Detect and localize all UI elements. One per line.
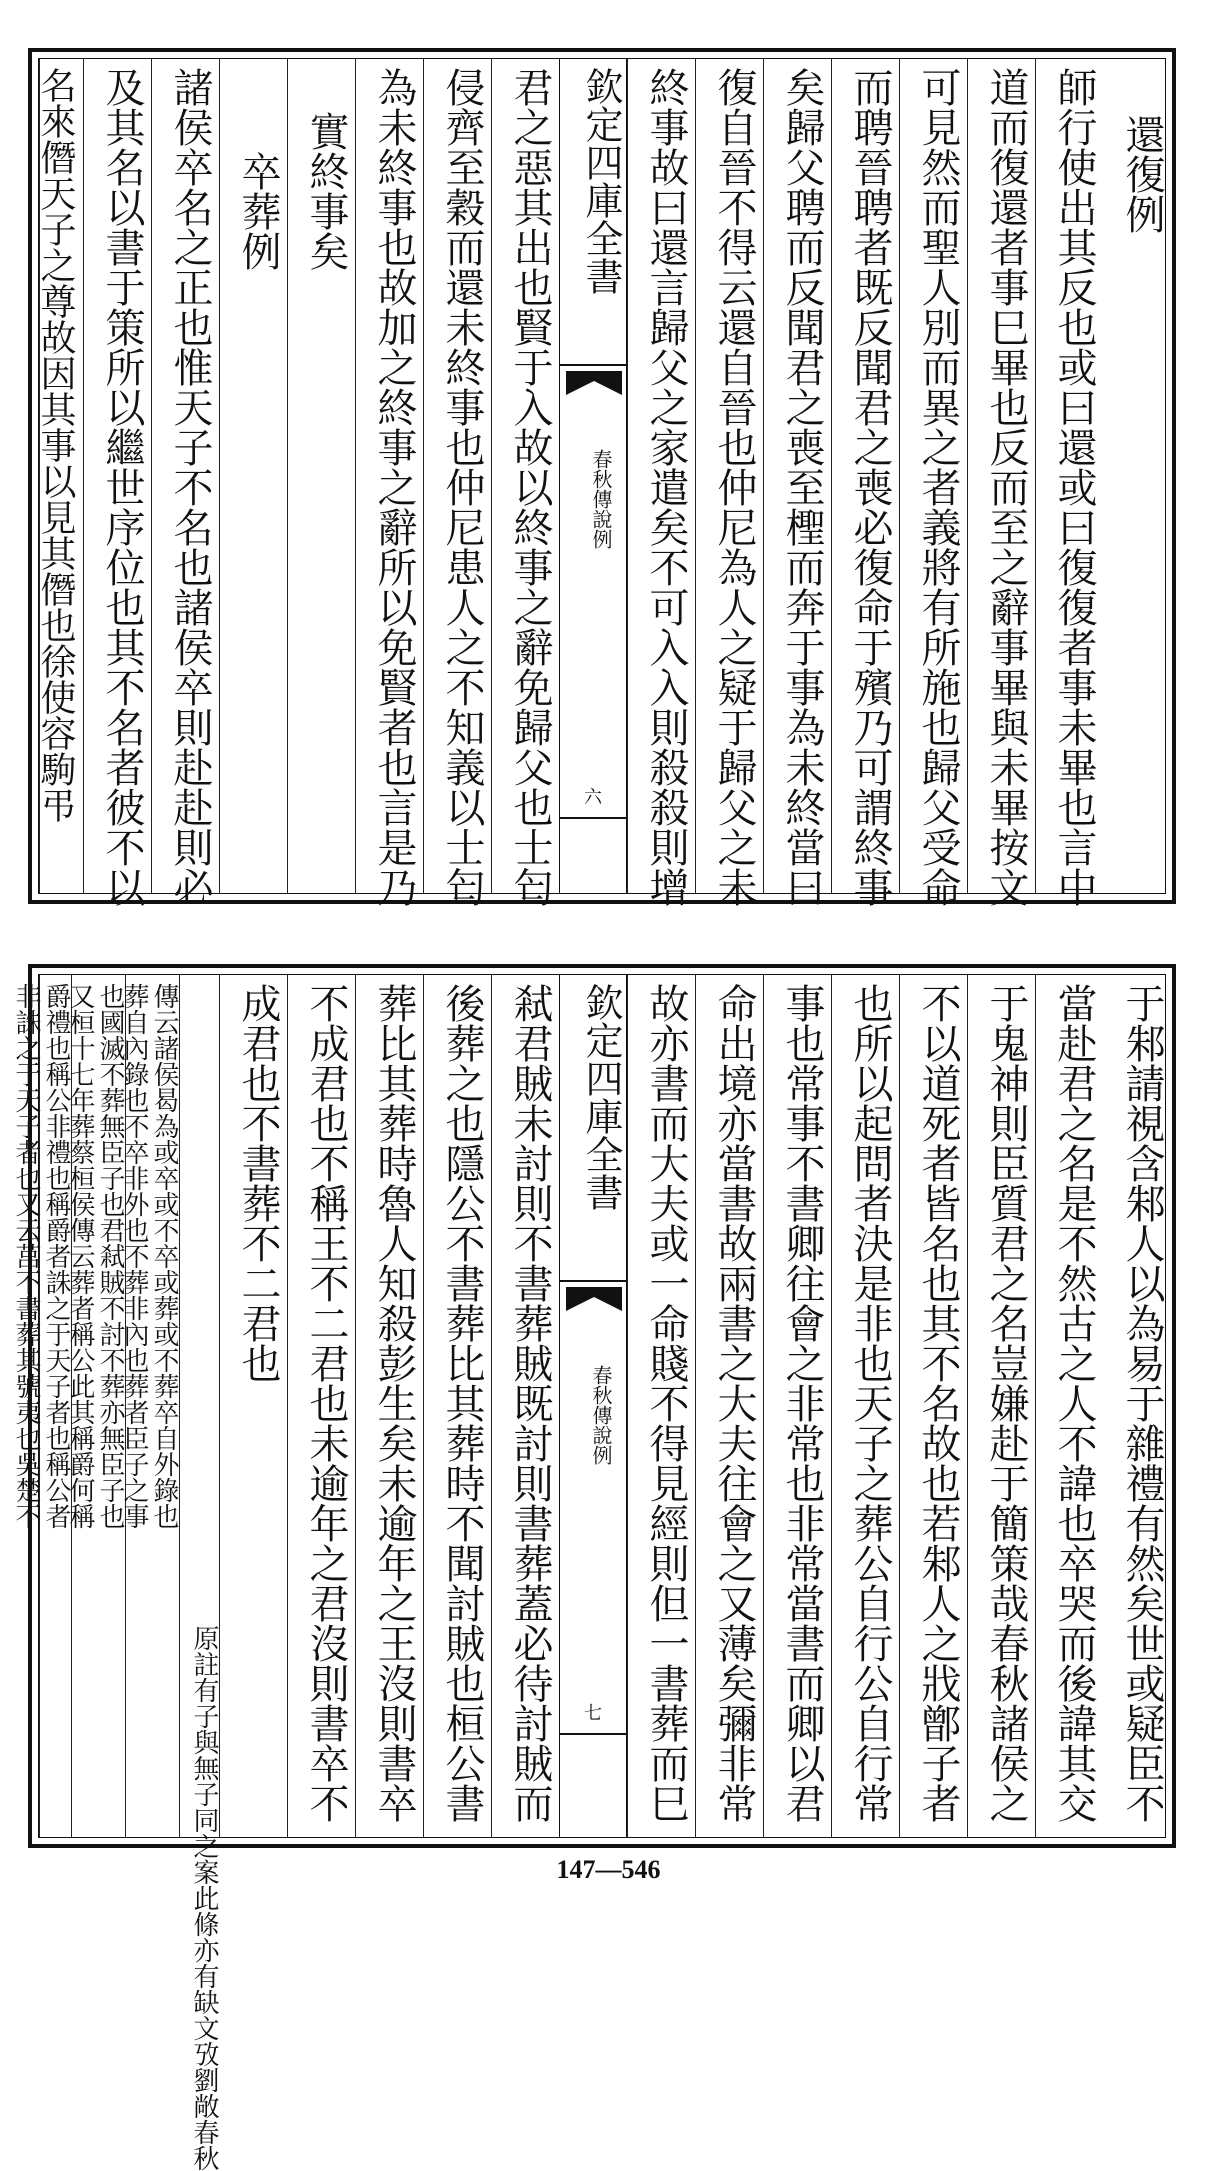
annotation-pair: [65, 983, 125, 1529]
fanxin-separator: [560, 817, 626, 819]
top-column-6: [695, 59, 763, 907]
bottom-column-7: [627, 975, 695, 1837]
fanxin-page-number: 六: [584, 787, 602, 808]
annotation-pair: [119, 983, 179, 1529]
top-page: [28, 48, 1176, 907]
fanxin-separator: [560, 364, 626, 366]
text-line: 而聘晉聘者既反聞君之喪必復命于殯乃可謂終事: [847, 67, 893, 907]
bottom-note-column-1: [119, 975, 179, 1837]
top-column-13: [151, 59, 219, 907]
bottom-column-4: [831, 975, 899, 1837]
bottom-column-2: [967, 975, 1035, 1837]
top-column-10: [355, 59, 423, 907]
page-footer-number: 147—546: [556, 1855, 661, 1884]
text-line: 師行使出其反也或曰還或曰復復者事未畢也言中: [1051, 67, 1097, 907]
text-line: 道而復還者事巳畢也反而至之辭事畢與未畢按文: [983, 67, 1029, 907]
top-column-15: [35, 59, 83, 893]
annotation-block: [180, 1625, 219, 2171]
text-line: 諸侯卒名之正也惟天子不名也諸侯卒則赴赴則必: [167, 67, 213, 907]
text-line: 成君也不書葬不二君也: [235, 983, 281, 1383]
text-line: 葬比其葬時魯人知殺彭生矣未逾年之王沒則書卒: [371, 983, 417, 1823]
text-line: 侵齊至穀而還未終事也仲尼患人之不知義以士匄: [439, 67, 485, 907]
text-line: 實終事矣: [303, 111, 349, 271]
bottom-column-1: [1035, 975, 1103, 1837]
annotation-text: 原註有子與無子同之案此條亦有缺文攷劉敞春秋: [189, 1625, 219, 2171]
bottom-note-original: [179, 975, 219, 2171]
top-column-3: [899, 59, 967, 907]
annotation-pair: [11, 983, 71, 1529]
fanxin-title: 欽定四庫全書: [579, 983, 623, 1211]
bottom-column-3: [899, 975, 967, 1837]
text-line: 終事故曰還言歸父之家遣矣不可入入則殺殺則增: [643, 67, 689, 907]
text-line: 不成君也不稱王不二君也未逾年之君沒則書卒不: [303, 983, 349, 1823]
top-column-12: [219, 59, 287, 893]
text-line: 也所以起問者決是非也天子之葬公自行公自行常: [847, 983, 893, 1823]
fanxin-page-number: 七: [584, 1703, 602, 1724]
text-line: 矣歸父聘而反聞君之喪至檉而奔于事為未終當曰: [779, 67, 825, 907]
fishtail-mark-icon: [566, 371, 622, 397]
fanxin-separator: [560, 1280, 626, 1282]
annotation-text: 也國滅不葬無臣子也君弒賊不討不葬亦無臣子也: [95, 983, 125, 1529]
bottom-column-0: [1103, 975, 1171, 1837]
bottom-column-8: [491, 975, 559, 1837]
bottom-column-6: [695, 975, 763, 1837]
bottom-column-12: [219, 975, 287, 1837]
section-heading-zuzang: 卒葬例: [235, 151, 281, 271]
text-line: 名來僭天子之尊故因其事以見其僭也徐使容駒弔: [35, 67, 76, 823]
top-column-5: [763, 59, 831, 907]
annotation-text: 葬自內錄也不卒非外也不葬非內也葬者臣子之事: [119, 983, 149, 1529]
text-line: 于鬼神則臣質君之名豈嫌赴于簡策哉春秋諸侯之: [983, 983, 1029, 1823]
top-column-1: [1035, 59, 1103, 907]
text-line: 弒君賊未討則不書葬賊既討則書葬蓋必待討賊而: [507, 983, 553, 1823]
text-line: 當赴君之名是不然古之人不諱也卒哭而後諱其交: [1051, 983, 1097, 1823]
text-line: 及其名以書于策所以繼世序位也其不名者彼不以: [99, 67, 145, 907]
top-page-frame: [35, 58, 1166, 907]
text-line: 不以道死者皆名也其不名故也若邾人之戕鄫子者: [915, 983, 961, 1823]
top-column-7: [627, 59, 695, 907]
text-line: 復自晉不得云還自晉也仲尼為人之疑于歸父之未: [711, 67, 757, 907]
annotation-text: 爵禮也稱公非禮也稱爵者誅之于天子者也稱公者: [41, 983, 71, 1529]
bottom-column-5: [763, 975, 831, 1837]
text-line: 事也常事不書卿往會之非常也非常當書而卿以君: [779, 983, 825, 1823]
annotation-text: 又桓十七年葬蔡桓侯傳云葬者稱公此其稱爵何稱: [65, 983, 95, 1529]
top-fanxin-center-strip: [559, 59, 627, 893]
text-line: 君之惡其出也賢于入故以終事之辭免歸父也士匄: [507, 67, 553, 907]
top-column-8: [491, 59, 559, 907]
heading-huanfu: 還復例: [1119, 114, 1165, 234]
bottom-fanxin-center-strip: [559, 975, 627, 1837]
bottom-note-column-2: [65, 975, 125, 1837]
fanxin-separator: [560, 1733, 626, 1735]
top-column-9: [423, 59, 491, 907]
text-line: 故亦書而大夫或一命賤不得見經則但一書葬而巳: [643, 983, 689, 1823]
bottom-note-column-3: [11, 975, 71, 1837]
text-line: 後葬之也隱公不書葬比其葬時不聞討賊也桓公書: [439, 983, 485, 1823]
fanxin-title: 欽定四庫全書: [579, 67, 623, 295]
bottom-column-10: [355, 975, 423, 1837]
annotation-text: 非誅之于天子者也又云莒不書葬其號夷也吳楚不: [11, 983, 41, 1529]
bottom-column-11: [287, 975, 355, 1837]
annotation-text: 傳云諸侯曷為或卒或不卒或葬或不葬卒自外錄也: [149, 983, 179, 1529]
top-column-4: [831, 59, 899, 907]
fanxin-book-title: 春秋傳說例: [589, 449, 613, 549]
bottom-column-9: [423, 975, 491, 1837]
text-line: 于邾請視含邾人以為易于雜禮有然矣世或疑臣不: [1119, 983, 1165, 1823]
top-column-11: [287, 59, 355, 893]
top-column-2: [967, 59, 1035, 907]
fishtail-mark-icon: [566, 1287, 622, 1313]
top-column-14: [83, 59, 151, 907]
text-line: 命出境亦當書故兩書之大夫往會之又薄矣彌非常: [711, 983, 757, 1823]
text-line: 為未終事也故加之終事之辭所以免賢者也言是乃: [371, 67, 417, 907]
top-column-0: [1103, 59, 1171, 893]
fanxin-book-title: 春秋傳說例: [589, 1365, 613, 1465]
text-line: 可見然而聖人別而異之者義將有所施也歸父受命: [915, 67, 961, 907]
